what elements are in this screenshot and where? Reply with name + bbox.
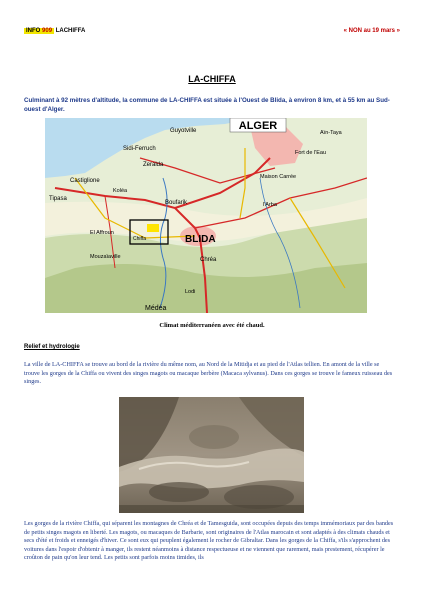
region-map [45,118,367,313]
map-label-mouzaiaville: Mouzaïaville [90,254,121,260]
map-label-guyotville: Guyotville [170,128,197,134]
map-label-medea: Médéa [145,305,167,312]
map-label-fort-eau: Fort de l'Eau [295,150,327,156]
paragraph-gorges: Les gorges de la rivière Chiffa, qui séparent les montagnes de Chréa et de Tamesguida, sont occupées depuis des temps immémoriaux par des bandes de petits singes magots en liberté. Les magots, ou macaques de Barbarie, sont originaires de l'Atlas marocain et sont adaptés à des climats chauds et secs d'été et froids et enneigés d'hiver. Ce sont eux qui peuplent également le rocher de Gibraltar. Dans les gorges de la Chiffa, s'ils s'approchent des voitures dans l'espoir d'obtenir à manger, ils restent néanmoins à distance respectueuse et ne viennent que rarement, mais prestement, récupérer le croûton de pain qu'on leur tend. Les petits sont parfois moins timides, ils [24,520,394,562]
map-label-maison-carree: Maison Carrée [260,174,297,180]
map-label-boufarik: Boufarik [165,200,188,206]
map-label-el-affroun: El Affroun [90,230,114,236]
header-name: LACHIFFA [55,28,86,34]
photo-bottom-edge [119,505,304,513]
map-label-tipasa: Tipasa [49,196,67,202]
header-info-badge [24,28,54,34]
map-label-lodi: Lodi [185,289,196,295]
page-title: LA-CHIFFA [188,74,236,84]
photo-rock-1 [149,482,209,502]
map-label-castiglione: Castiglione [70,178,100,184]
section-heading: Relief et hydrologie [24,344,80,350]
header-info: INFO [26,28,41,34]
map-label-zeralda: Zeralda [143,162,164,168]
map-label-arba: l'Arba [263,202,277,208]
map-label-kolea: Koléa [113,188,128,194]
intro-paragraph: Culminant à 92 mètres d'altitude, la commune de LA-CHIFFA est située à l'Ouest de Blida, à environ 8 km, et à 55 km au Sud-ouest d'Alger. [24,97,390,113]
map-chiffa-marker [147,224,159,232]
gorges-photo [119,397,304,513]
map-label-chrea: Chréa [200,257,217,263]
map-label-alger: ALGER [238,120,278,132]
map-label-blida: BLIDA [185,234,216,245]
header-left [24,28,85,34]
paragraph-relief: La ville de LA-CHIFFA se trouve au bord de la rivière du même nom, au Nord de la Mitidja et au pied de l'Atlas tellien. En amont de la ville se trouve les gorges de la Chiffa ou vivent des singes magots ou macaque berbère (Macaca sylvanus). Dans ces gorges se trouve le fameux ruisseau des singes. [24,361,393,386]
header-slogan: « NON au 19 mars » [343,28,400,34]
map-label-chiffa: Chiffa [133,236,146,242]
photo-rock-3 [189,425,239,449]
page-header [24,28,400,38]
map-label-ain-taya: Aïn-Taya [320,130,342,136]
map-caption: Climat méditerranéen avec été chaud. [159,322,265,329]
map-label-sidi-ferruch: Sidi-Ferruch [123,146,156,152]
header-number: 909 [42,28,53,34]
